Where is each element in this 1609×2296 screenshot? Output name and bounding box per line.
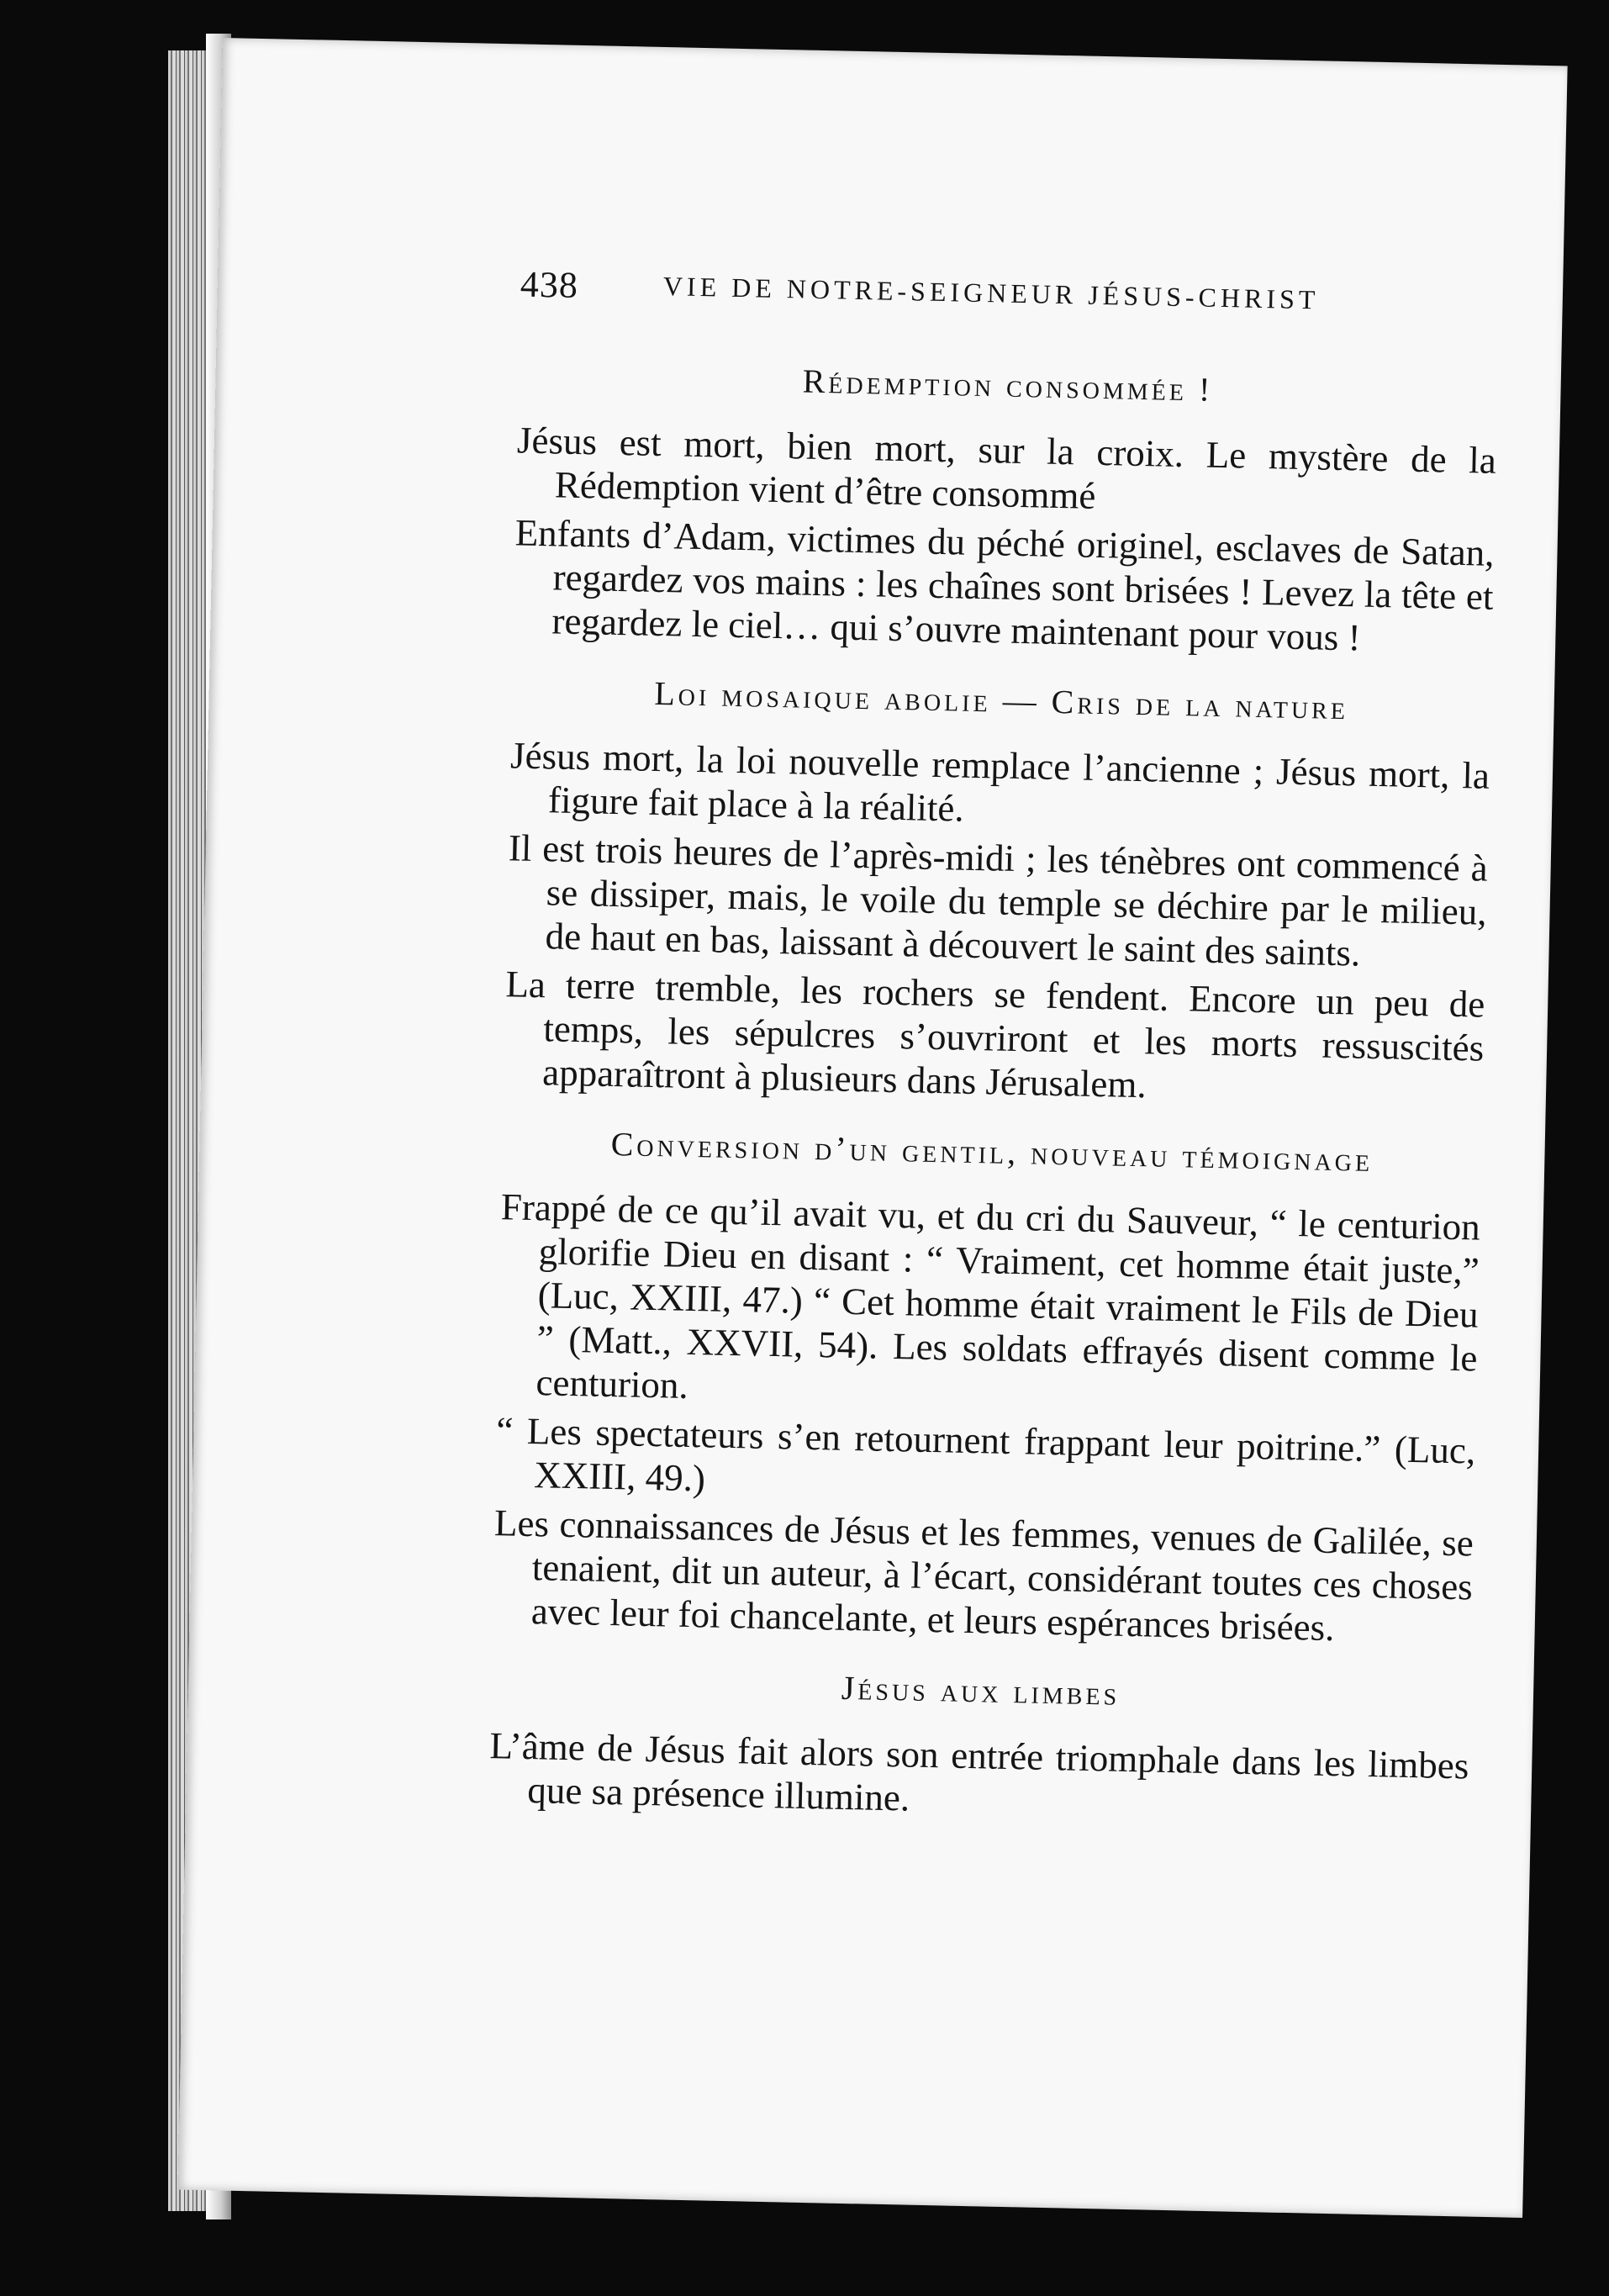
section-title: Conversion d’un gentil, nouveau témoignage (610, 1124, 1374, 1179)
section-conversion (492, 1122, 1481, 1652)
paragraph: Il est trois heures de l’après-midi ; les ténèbres ont commencé à se dissiper, mais, le voile du temple se déchire par le milieu, de haut en bas, laissant à découvert le saint des saints. (508, 826, 1489, 974)
paragraph: Jésus est mort, bien mort, sur la croix. Le mystère de la Rédemption vient d’être consommé (516, 419, 1497, 517)
section-limbes (488, 1660, 1470, 1831)
running-head (520, 262, 1500, 341)
paragraph: Les connaissances de Jésus et les femmes, venues de Galilée, se tenaient, dit un auteur, à l’écart, considérant toutes ces choses avec leur foi chancelante, et leurs espérances brisées. (493, 1502, 1474, 1649)
paragraph: L’âme de Jésus fait alors son entrée triomphale dans les limbes que sa présence illumine. (489, 1724, 1469, 1819)
section-title: Jésus aux limbes (841, 1668, 1121, 1713)
paragraph: Enfants d’Adam, victimes du péché originel, esclaves de Satan, regardez vos mains : les chaînes sont brisées ! Levez la tête et regardez le ciel… qui s’ouvre maintenant pour vous ! (514, 511, 1496, 659)
paragraph: La terre tremble, les rochers se fendent. Encore un peu de temps, les sépulcres s’ouvriront et les morts ressuscités apparaîtront à plusieurs dans Jérusalem. (504, 963, 1485, 1106)
running-title: VIE DE NOTRE-SEIGNEUR JÉSUS-CHRIST (662, 271, 1320, 315)
book-page (177, 38, 1567, 2218)
section-loi-mosaique (504, 670, 1491, 1113)
paragraph: Frappé de ce qu’il avait vu, et du cri du Sauveur, “ le centurion glorifie Dieu en disant : “ Vraiment, cet homme était juste,” (Luc, XXIII, 47.) “ Cet homme était vraiment le Fils de Dieu ” (Matt., XXVII, 54). Les soldats effrayés disent comme le centurion. (500, 1185, 1481, 1407)
section-redemption (513, 355, 1498, 662)
section-title: Loi mosaique abolie — Cris de la nature (653, 673, 1349, 727)
section-title: Rédemption consommée ! (802, 362, 1214, 409)
page-number: 438 (520, 263, 579, 306)
paragraph: “ Les spectateurs s’en retournent frappant leur poitrine.” (Luc, XXIII, 49.) (495, 1409, 1476, 1500)
page-content (488, 262, 1500, 1836)
paragraph: Jésus mort, la loi nouvelle remplace l’ancienne ; Jésus mort, la figure fait place à la réalité. (509, 734, 1490, 830)
